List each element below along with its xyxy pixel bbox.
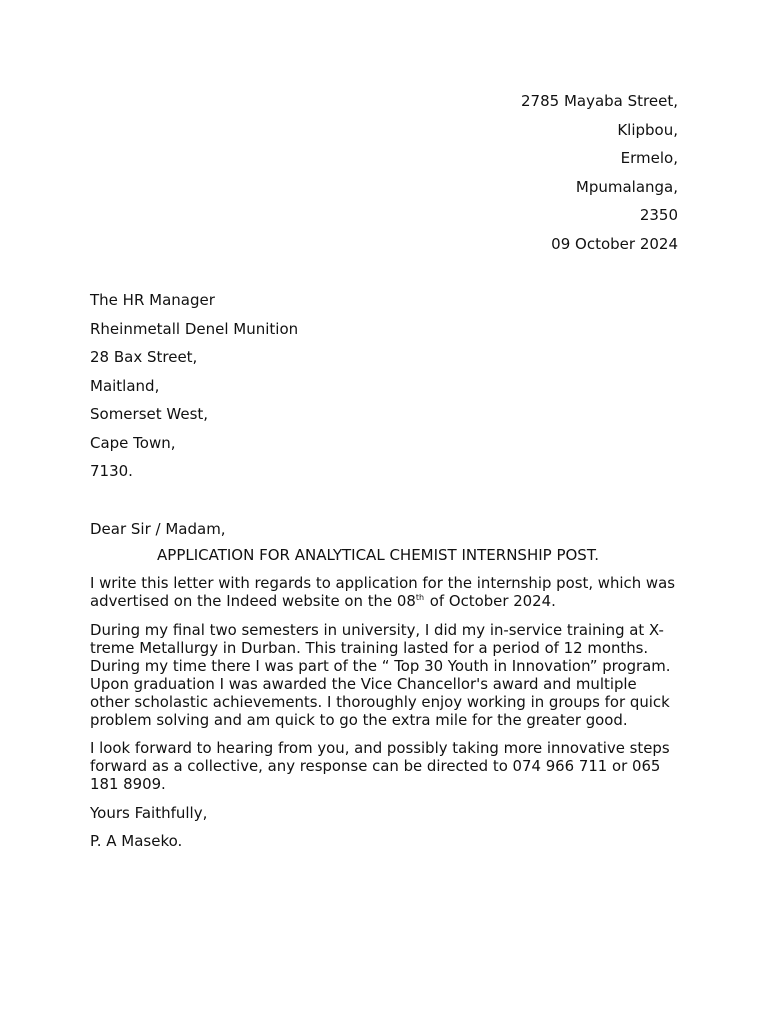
letter-body <box>90 518 680 861</box>
recipient-company: Rheinmetall Denel Munition <box>90 319 299 338</box>
salutation: Dear Sir / Madam, <box>90 520 226 538</box>
ordinal-suffix: th <box>415 593 425 602</box>
letter-date: 09 October 2024 <box>551 234 678 253</box>
paragraph-contact: I look forward to hearing from you, and possibly taking more innovative steps forward as a collective, any response can be directed to 074 966 711 or 065 181 8909. <box>90 739 670 793</box>
signature: P. A Maseko. <box>90 832 183 850</box>
paragraph-intro-text: I write this letter with regards to application for the internship post, which was advertised on the Indeed website on the 08 <box>90 574 675 610</box>
sender-town: Ermelo, <box>620 149 678 167</box>
closing: Yours Faithfully, <box>90 803 208 822</box>
sender-address <box>90 90 678 261</box>
recipient-city: Cape Town, <box>90 433 176 452</box>
sender-suburb: Klipbou, <box>617 120 678 139</box>
recipient-address <box>90 289 678 489</box>
recipient-suburb: Somerset West, <box>90 405 209 423</box>
recipient-street: 28 Bax Street, <box>90 348 198 366</box>
paragraph-experience: During my final two semesters in university, I did my in-service training at X-treme Metallurgy in Durban. This training lasted for a period of 12 months. During my time there I was part of the “ Top 30 Youth in Innovation” program. Upon graduation I was awarded the Vice Chancellor's award and multiple other scholastic achievements. I thoroughly enjoy working in groups for quick problem solving and am quick to go the extra mile for the greater good. <box>90 620 671 729</box>
paragraph-intro-end: of October 2024. <box>425 592 556 610</box>
recipient-title: The HR Manager <box>90 291 215 309</box>
sender-province: Mpumalanga, <box>575 177 678 196</box>
sender-street: 2785 Mayaba Street, <box>521 92 678 110</box>
paragraph-intro <box>90 574 680 610</box>
subject-line: APPLICATION FOR ANALYTICAL CHEMIST INTERNSHIP POST. <box>157 546 599 564</box>
recipient-postal-code: 7130. <box>90 462 133 480</box>
sender-postal-code: 2350 <box>639 206 678 224</box>
recipient-area: Maitland, <box>90 376 160 395</box>
